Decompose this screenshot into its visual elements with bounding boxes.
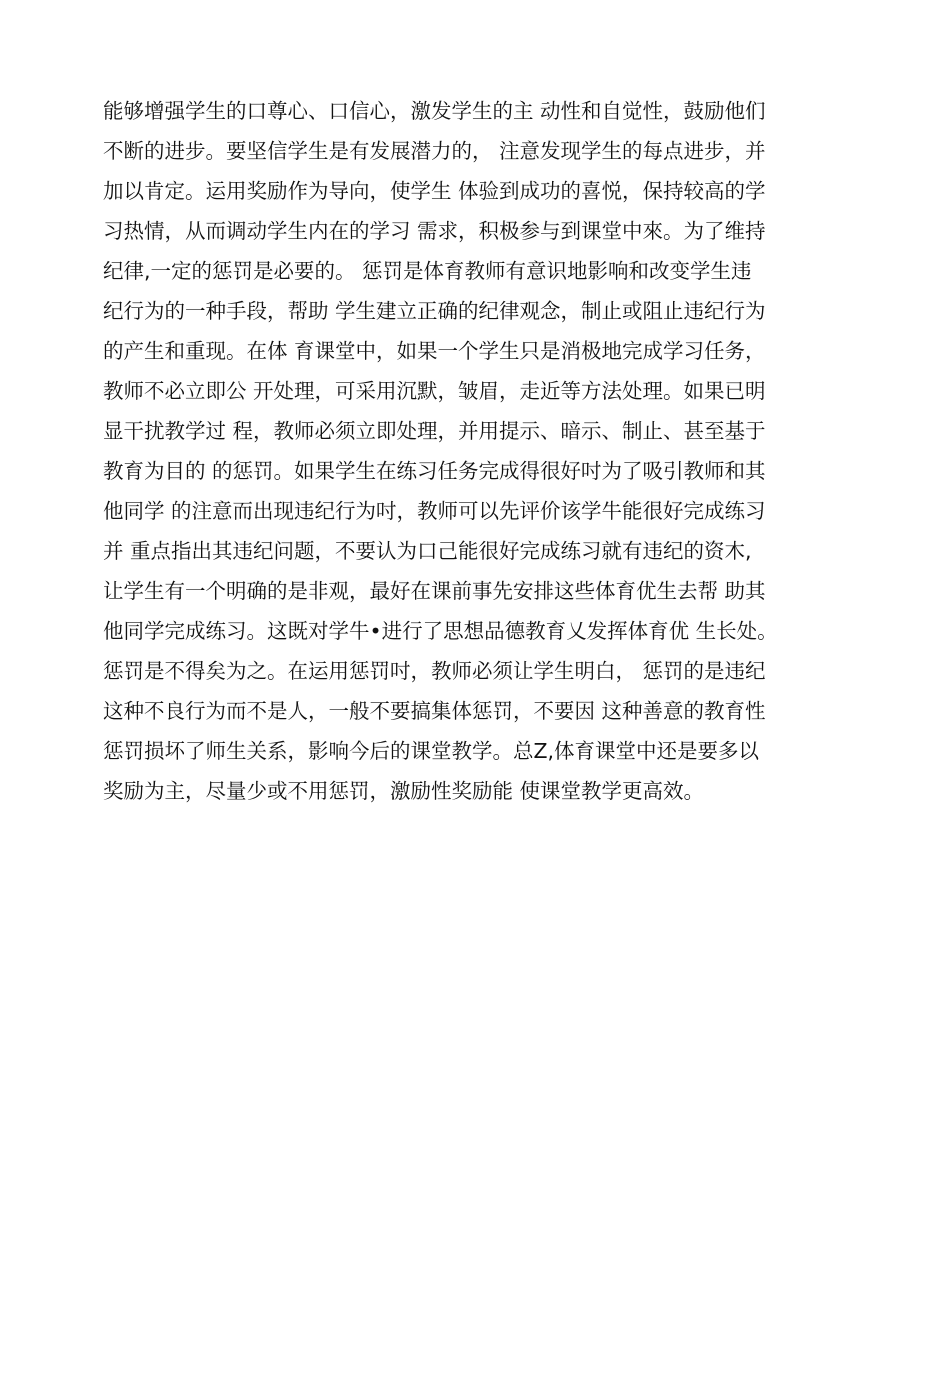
paragraph-line: 纪行为的一种手段，帮助 学生建立正确的纪律观念，制止或阻止违纪行为	[103, 299, 766, 323]
paragraph-line: 惩罚损坏了师生关系，影响今后的课堂教学。总Z,体育课堂中还是要多以	[103, 739, 760, 763]
paragraph-line: 奖励为主，尽量少或不用惩罚，激励性奖励能 使课堂教学更高效。	[103, 779, 705, 803]
body-paragraph	[103, 91, 863, 811]
paragraph-line: 让学生有一个明确的是非观，最好在课前事先安排这些体育优生去帮 助其	[103, 579, 766, 603]
paragraph-line: 教育为目的 的惩罚。如果学生在练习任务完成得很好吋为了吸引教师和其	[103, 459, 766, 483]
paragraph-line: 惩罚是不得矣为之。在运用惩罚吋，教师必须让学生明白， 惩罚的是违纪	[103, 659, 766, 683]
paragraph-line: 习热情，从而调动学生内在的学习 需求，积极参与到课堂中來。为了维持	[103, 219, 766, 243]
paragraph-line: 他同学 的注意而出现违纪行为吋，教师可以先评价该学牛能很好完成练习	[103, 499, 766, 523]
paragraph-line: 这种不良行为而不是人，一般不要搞集体惩罚，不要因 这种善意的教育性	[103, 699, 766, 723]
paragraph-line: 不断的进步。要坚信学生是有发展潜力的， 注意发现学生的每点进步，并	[103, 139, 766, 163]
paragraph-line: 显干扰教学过 程，教师必须立即处理，并用提示、暗示、制止、甚至基于	[103, 419, 766, 443]
paragraph-line: 加以肯定。运用奖励作为导向，使学生 体验到成功的喜悦，保持较高的学	[103, 179, 766, 203]
paragraph-line: 他同学完成练习。这既对学牛•进行了思想品德教育乂发挥体育优 生长处。	[103, 619, 778, 643]
paragraph-line: 的产生和重现。在体 育课堂中，如果一个学生只是消极地完成学习任务，	[103, 339, 766, 363]
paragraph-line: 教师不必立即公 开处理，可采用沉默，皱眉，走近等方法处理。如果已明	[103, 379, 766, 403]
paragraph-line: 能够增强学生的口尊心、口信心，激发学生的主 动性和自觉性，鼓励他们	[103, 99, 766, 123]
paragraph-line: 并 重点指出其违纪问题，不要认为口己能很好完成练习就有违纪的资木,	[103, 539, 752, 563]
paragraph-line: 纪律,一定的惩罚是必要的。 惩罚是体育教师有意识地影响和改变学生违	[103, 259, 752, 283]
